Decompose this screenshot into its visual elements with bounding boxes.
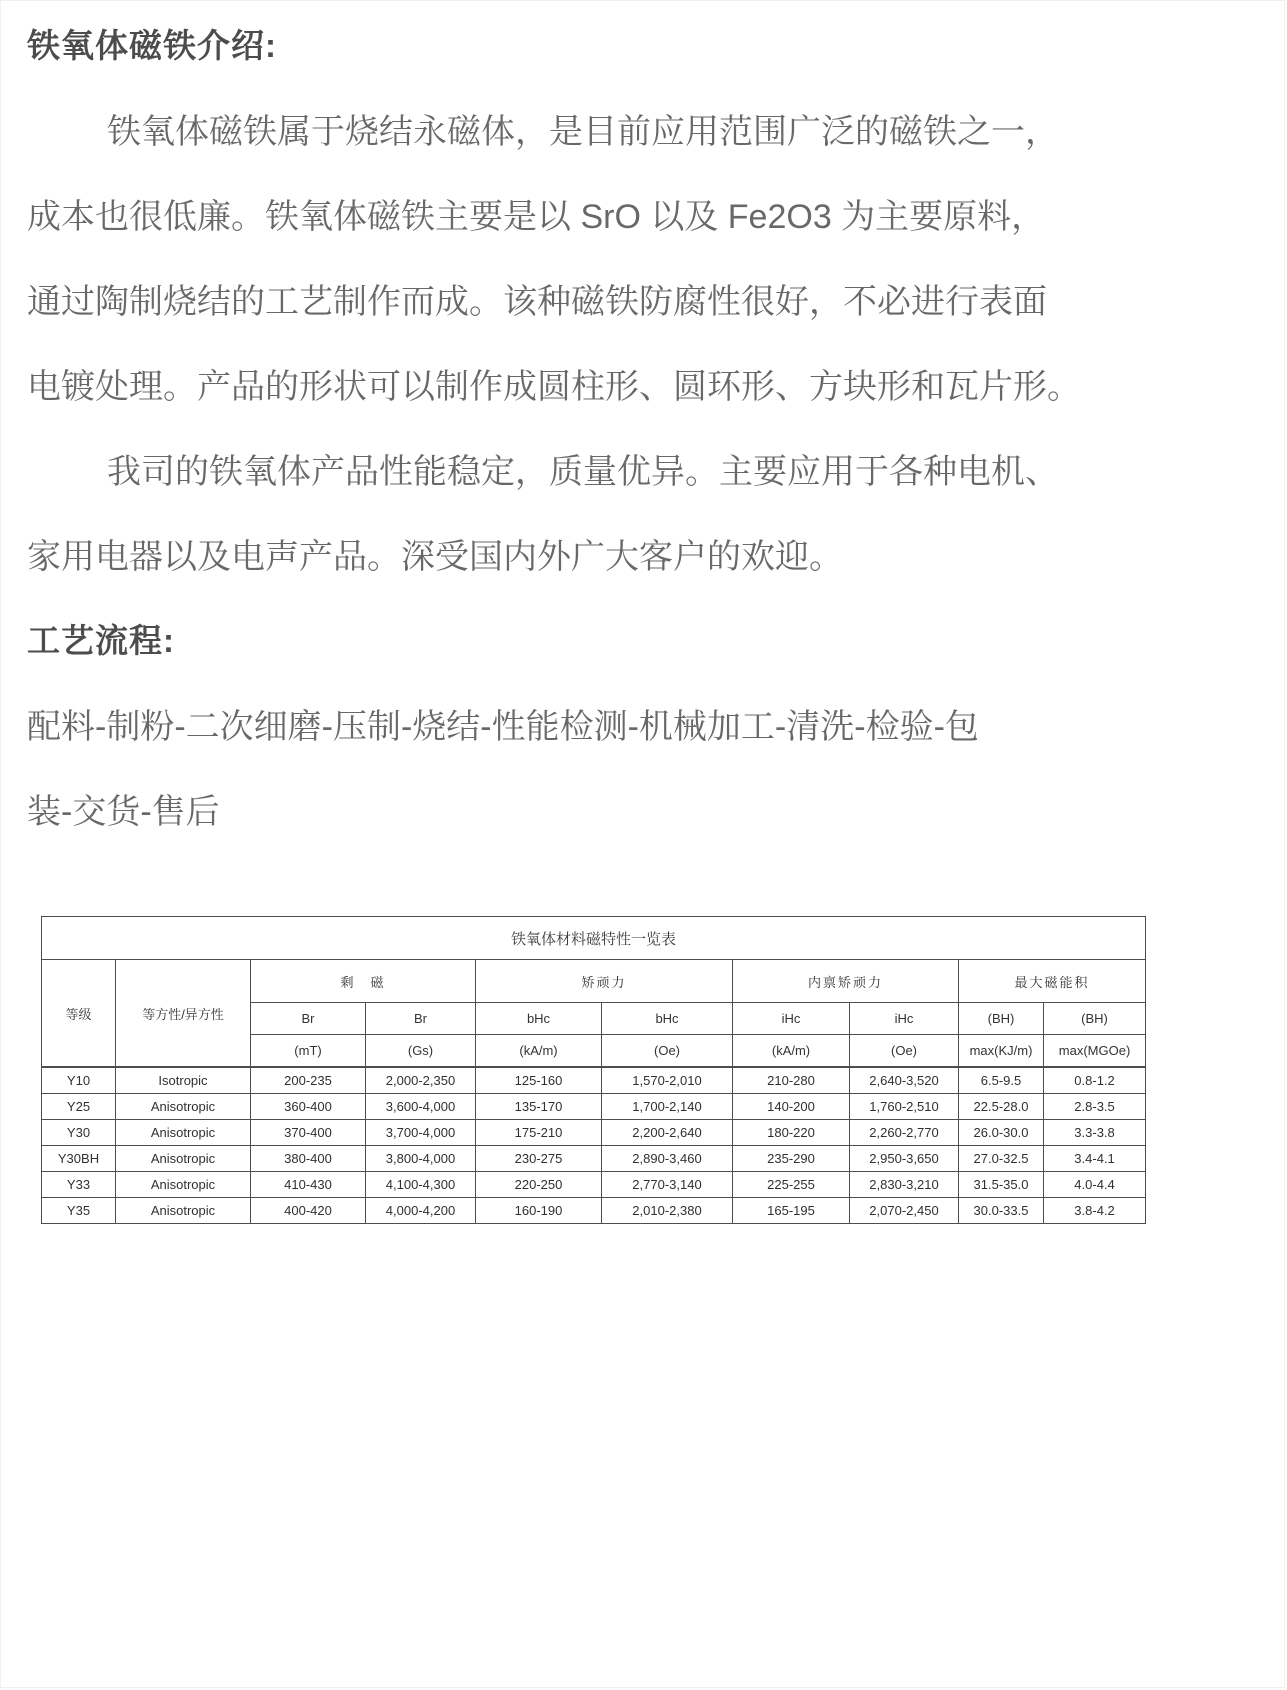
column-group-header: 剩 磁 [251,960,476,1003]
table-cell: 2,640-3,520 [850,1067,959,1094]
intro-text-line: 成本也很低廉。铁氧体磁铁主要是以 SrO 以及 Fe2O3 为主要原料， [27,198,1046,236]
column-group-header: 内禀矫顽力 [733,960,959,1003]
table-cell: 2,950-3,650 [850,1146,959,1172]
column-subheader: (BH) [1044,1003,1146,1035]
table-cell: 125-160 [476,1067,602,1094]
column-group-header: 最大磁能积 [959,960,1146,1003]
column-subheader: iHc [850,1003,959,1035]
table-cell: 210-280 [733,1067,850,1094]
table-cell: 2,000-2,350 [366,1067,476,1094]
table-cell: Anisotropic [116,1198,251,1224]
column-unit-header: (mT) [251,1035,366,1068]
column-unit-header: (Oe) [602,1035,733,1068]
column-unit-header: (kA/m) [733,1035,850,1068]
table-cell: Y33 [42,1172,116,1198]
column-group-header: 矫顽力 [476,960,733,1003]
process-lines [27,681,1260,851]
table-cell: Isotropic [116,1067,251,1094]
table-cell: 235-290 [733,1146,850,1172]
ferrite-properties-table [41,916,1146,1224]
table-cell: 360-400 [251,1094,366,1120]
table-row [42,1172,1146,1198]
table-cell: 1,700-2,140 [602,1094,733,1120]
table-cell: 2,200-2,640 [602,1120,733,1146]
column-subheader: bHc [476,1003,602,1035]
table-cell: 31.5-35.0 [959,1172,1044,1198]
table-cell: 22.5-28.0 [959,1094,1044,1120]
table-cell: 2,070-2,450 [850,1198,959,1224]
table-cell: 4,000-4,200 [366,1198,476,1224]
process-text-line: 配料-制粉-二次细磨-压制-烧结-性能检测-机械加工-清洗-检验-包 [27,708,979,746]
table-row [42,1094,1146,1120]
column-subheader: Br [366,1003,476,1035]
table-cell: Anisotropic [116,1120,251,1146]
intro-heading: 铁氧体磁铁介绍: [27,27,277,64]
table-cell: 410-430 [251,1172,366,1198]
intro-text-line: 家用电器以及电声产品。深受国内外广大客户的欢迎。 [27,538,843,576]
table-cell: Y10 [42,1067,116,1094]
intro-text-line: 我司的铁氧体产品性能稳定，质量优异。主要应用于各种电机、 [107,453,1059,491]
table-cell: 180-220 [733,1120,850,1146]
table-cell: 225-255 [733,1172,850,1198]
table-cell: 3.8-4.2 [1044,1198,1146,1224]
table-cell: Anisotropic [116,1094,251,1120]
table-cell: 2,770-3,140 [602,1172,733,1198]
table-cell: Y25 [42,1094,116,1120]
intro-text-line: 铁氧体磁铁属于烧结永磁体，是目前应用范围广泛的磁铁之一， [107,113,1059,151]
column-unit-header: (Gs) [366,1035,476,1068]
table-cell: 3.3-3.8 [1044,1120,1146,1146]
column-subheader: iHc [733,1003,850,1035]
column-header-isotropy: 等方性/异方性 [116,960,251,1068]
column-unit-header: max(MGOe) [1044,1035,1146,1068]
table-cell: 2.8-3.5 [1044,1094,1146,1120]
table-row [42,1067,1146,1094]
table-cell: 0.8-1.2 [1044,1067,1146,1094]
table-cell: 380-400 [251,1146,366,1172]
table-cell: 2,830-3,210 [850,1172,959,1198]
table-cell: 3.4-4.1 [1044,1146,1146,1172]
column-unit-header: (kA/m) [476,1035,602,1068]
column-header-grade: 等级 [42,960,116,1068]
table-cell: Y35 [42,1198,116,1224]
intro-lines [27,86,1260,596]
table-cell: 27.0-32.5 [959,1146,1044,1172]
table-cell: 160-190 [476,1198,602,1224]
table-cell: Anisotropic [116,1172,251,1198]
table-cell: 2,260-2,770 [850,1120,959,1146]
intro-text-line: 通过陶制烧结的工艺制作而成。该种磁铁防腐性很好，不必进行表面 [27,283,1047,321]
table-cell: 3,600-4,000 [366,1094,476,1120]
column-unit-header: (Oe) [850,1035,959,1068]
table-cell: 4.0-4.4 [1044,1172,1146,1198]
column-subheader: Br [251,1003,366,1035]
table-cell: 26.0-30.0 [959,1120,1044,1146]
table-cell: Y30BH [42,1146,116,1172]
table-cell: 200-235 [251,1067,366,1094]
column-subheader: bHc [602,1003,733,1035]
table-cell: 1,570-2,010 [602,1067,733,1094]
table-cell: Y30 [42,1120,116,1146]
table-cell: 165-195 [733,1198,850,1224]
table-cell: 1,760-2,510 [850,1094,959,1120]
table-cell: 400-420 [251,1198,366,1224]
table-cell: 3,800-4,000 [366,1146,476,1172]
process-text-line: 装-交货-售后 [27,793,220,831]
table-cell: 230-275 [476,1146,602,1172]
table-row [42,1198,1146,1224]
table-title: 铁氧体材料磁特性一览表 [42,917,1146,960]
table-cell: 135-170 [476,1094,602,1120]
table-cell: 370-400 [251,1120,366,1146]
intro-text-line: 电镀处理。产品的形状可以制作成圆柱形、圆环形、方块形和瓦片形。 [27,368,1081,406]
table-cell: 140-200 [733,1094,850,1120]
table-cell: Anisotropic [116,1146,251,1172]
table-row [42,1120,1146,1146]
table-cell: 3,700-4,000 [366,1120,476,1146]
table-cell: 2,010-2,380 [602,1198,733,1224]
table-cell: 220-250 [476,1172,602,1198]
table-cell: 6.5-9.5 [959,1067,1044,1094]
table-title-row [42,917,1146,960]
column-unit-header: max(KJ/m) [959,1035,1044,1068]
table-cell: 4,100-4,300 [366,1172,476,1198]
table-cell: 175-210 [476,1120,602,1146]
process-heading: 工艺流程: [27,622,175,659]
group-header-row [42,960,1146,1003]
column-subheader: (BH) [959,1003,1044,1035]
table-cell: 30.0-33.5 [959,1198,1044,1224]
table-cell: 2,890-3,460 [602,1146,733,1172]
table-row [42,1146,1146,1172]
